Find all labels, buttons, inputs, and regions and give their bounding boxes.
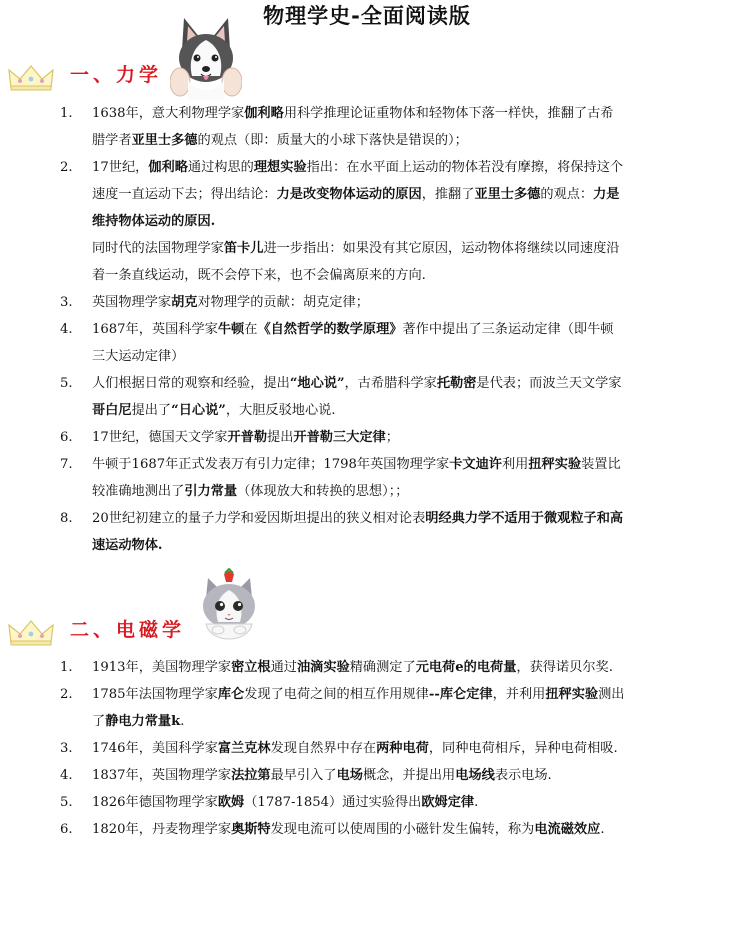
item-paragraph — [92, 154, 626, 235]
electromagnetism-item-1 — [0, 654, 734, 681]
electromagnetism-list — [0, 654, 734, 843]
electromagnetism-item-6 — [0, 816, 734, 843]
text-run: 对物理学的贡献：胡克定律； — [197, 295, 369, 310]
text-run: 的观点： — [540, 187, 594, 202]
item-number: 8. — [60, 511, 73, 526]
husky-dog-icon — [170, 16, 242, 100]
mechanics-item-6 — [0, 424, 734, 451]
text-run: 是代表；而波兰天文学家 — [476, 376, 622, 391]
text-run: 同时代的法国物理学家 — [92, 241, 224, 256]
text-run: 的观点（即：质量大的小球下落快是错误的）； — [197, 133, 468, 148]
bold-term: 两种电荷 — [376, 741, 429, 756]
text-run: ，并利用 — [492, 687, 546, 702]
text-run: 人们根据日常的观察和经验，提出 — [92, 376, 290, 391]
bold-term: 胡克 — [171, 295, 198, 310]
text-run: 发现电流可以使周围的小磁针发生偏转，称为 — [270, 822, 535, 837]
text-run: 1913年，美国物理学家 — [92, 660, 232, 675]
bold-term: 库仑 — [217, 687, 245, 702]
text-run: 发现了电荷之间的相互作用规律 — [244, 687, 429, 702]
bold-term: 哥白尼 — [92, 403, 132, 418]
text-run: 发现自然界中存在 — [270, 741, 377, 756]
section-title-mechanics: 一、力学 — [70, 64, 163, 86]
bold-term: 亚里士多德 — [131, 133, 198, 148]
bold-term: 理想实验 — [253, 160, 307, 175]
text-run: 17世纪， — [92, 160, 149, 175]
item-paragraph — [92, 235, 626, 289]
item-paragraph — [92, 424, 626, 451]
text-run: 著作中提出了三条运动定律（即牛顿三大运动定律） — [92, 322, 614, 364]
item-number: 6. — [60, 822, 73, 837]
mechanics-list — [0, 100, 734, 559]
text-run: ，大胆反驳地心说. — [225, 403, 336, 418]
bold-term: 扭秤实验 — [528, 457, 582, 472]
cat-with-strawberry-icon — [196, 568, 262, 644]
electromagnetism-item-3 — [0, 735, 734, 762]
bold-term: 托勒密 — [436, 376, 477, 391]
text-run: 17世纪，德国天文学家 — [92, 430, 228, 445]
bold-term: 奥斯特 — [231, 822, 271, 837]
item-paragraph — [92, 100, 626, 154]
text-run: （体现放大和转换的思想）；； — [237, 484, 409, 499]
text-run: 通过构思的 — [187, 160, 254, 175]
bold-term: 伽利略 — [148, 160, 188, 175]
bold-term: 欧姆定律 — [421, 795, 475, 810]
text-run: 在 — [244, 322, 258, 337]
text-run: 英国物理学家 — [92, 295, 172, 310]
electromagnetism-item-2 — [0, 681, 734, 735]
item-paragraph — [92, 654, 626, 681]
text-run: 牛顿于1687年正式发表万有引力定律；1798年英国物理学家 — [92, 457, 450, 472]
mechanics-item-1 — [0, 100, 734, 154]
text-run: 1837年，英国物理学家 — [92, 768, 232, 783]
section-title-electromagnetism: 二、电磁学 — [70, 619, 186, 641]
text-run: 装置比较准确地测出了 — [92, 457, 621, 499]
bold-term: 《自然哲学的数学原理》 — [257, 322, 403, 337]
item-number: 5. — [60, 795, 73, 810]
text-run: 进一步指出：如果没有其它原因，运动物体将继续以同速度沿着一条直线运动，既不会停下来，也不会偏离原来的方向. — [92, 241, 620, 283]
bold-term: “日心说” — [171, 403, 226, 418]
bold-term: 卡文迪许 — [449, 457, 502, 472]
item-paragraph — [92, 505, 626, 559]
bold-term: 开普勒三大定律 — [293, 430, 386, 445]
bold-term: 富兰克林 — [217, 741, 271, 756]
text-run: ，推翻了 — [421, 187, 475, 202]
crown-icon — [8, 64, 54, 92]
mechanics-item-3 — [0, 289, 734, 316]
text-run: 通过 — [270, 660, 297, 675]
item-number: 4. — [60, 768, 73, 783]
item-paragraph — [92, 762, 626, 789]
bold-term: 开普勒 — [227, 430, 268, 445]
text-run: ，同种电荷相斥，异种电荷相吸. — [428, 741, 618, 756]
mechanics-item-8 — [0, 505, 734, 559]
bold-term: 元电荷e的电荷量 — [415, 660, 517, 675]
page-title: 物理学史-全面阅读版 — [263, 4, 471, 28]
bold-term: 笛卡儿 — [223, 241, 264, 256]
item-number: 6. — [60, 430, 73, 445]
bold-term: 伽利略 — [244, 106, 284, 121]
mechanics-item-5 — [0, 370, 734, 424]
text-run: 指出：在水平面上运动的物体若没有摩擦，将保持这个速度一直运动下去；得出结论： — [92, 160, 624, 202]
bold-term: 静电力常量k — [105, 714, 181, 729]
text-run: 用科学推理论证重物体和轻物体下落一样快，推翻了古希腊学者 — [92, 106, 614, 148]
mechanics-item-4 — [0, 316, 734, 370]
text-run: ； — [385, 430, 399, 445]
text-run: 提出 — [267, 430, 294, 445]
bold-term: 力是维持物体运动的原因. — [92, 187, 620, 229]
text-run: 提出了 — [131, 403, 172, 418]
bold-term: 油滴实验 — [297, 660, 350, 675]
text-run: 最早引入了 — [270, 768, 337, 783]
text-run: 表示电场. — [494, 768, 552, 783]
item-number: 2. — [60, 687, 73, 702]
item-number: 1. — [60, 660, 73, 675]
item-paragraph — [92, 735, 626, 762]
bold-term: 扭秤实验 — [545, 687, 599, 702]
bold-term: “地心说” — [289, 376, 345, 391]
text-run: 1746年，美国科学家 — [92, 741, 218, 756]
item-number: 7. — [60, 457, 73, 472]
text-run: 1638年，意大利物理学家 — [92, 106, 245, 121]
item-paragraph — [92, 681, 626, 735]
mechanics-item-2 — [0, 154, 734, 289]
item-paragraph — [92, 316, 626, 370]
text-run: 测出了 — [92, 687, 625, 729]
text-run: 1687年，英国科学家 — [92, 322, 218, 337]
bold-term: 牛顿 — [217, 322, 245, 337]
text-run: ，获得诺贝尔奖. — [516, 660, 613, 675]
bold-term: 亚里士多德 — [474, 187, 541, 202]
bold-term: --库仑定律 — [428, 687, 493, 702]
text-run: 概念，并提出用 — [362, 768, 456, 783]
item-number: 3. — [60, 741, 73, 756]
text-run: （1787-1854）通过实验得出 — [244, 795, 422, 810]
bold-term: 电场线 — [455, 768, 495, 783]
item-number: 3. — [60, 295, 73, 310]
text-run: 精确测定了 — [349, 660, 416, 675]
item-paragraph — [92, 370, 626, 424]
text-run: . — [474, 795, 479, 810]
item-number: 1. — [60, 106, 73, 121]
item-paragraph — [92, 451, 626, 505]
text-run: . — [180, 714, 185, 729]
text-run: . — [600, 822, 605, 837]
text-run: 利用 — [502, 457, 529, 472]
bold-term: 密立根 — [231, 660, 271, 675]
crown-icon — [8, 619, 54, 647]
electromagnetism-item-5 — [0, 789, 734, 816]
bold-term: 明经典力学不适用于微观粒子和高速运动物体. — [92, 511, 624, 553]
item-number: 2. — [60, 160, 73, 175]
text-run: 20世纪初建立的量子力学和爱因斯坦提出的狭义相对论表 — [92, 511, 426, 526]
text-run: ，古希腊科学家 — [344, 376, 437, 391]
item-paragraph — [92, 816, 626, 843]
bold-term: 力是改变物体运动的原因 — [276, 187, 422, 202]
item-number: 4. — [60, 322, 73, 337]
item-number: 5. — [60, 376, 73, 391]
bold-term: 电流磁效应 — [534, 822, 601, 837]
bold-term: 法拉第 — [231, 768, 271, 783]
mechanics-item-7 — [0, 451, 734, 505]
bold-term: 引力常量 — [184, 484, 238, 499]
bold-term: 欧姆 — [217, 795, 245, 810]
text-run: 1785年法国物理学家 — [92, 687, 218, 702]
text-run: 1826年德国物理学家 — [92, 795, 218, 810]
electromagnetism-item-4 — [0, 762, 734, 789]
bold-term: 电场 — [336, 768, 363, 783]
item-paragraph — [92, 289, 626, 316]
text-run: 1820年，丹麦物理学家 — [92, 822, 232, 837]
item-paragraph — [92, 789, 626, 816]
